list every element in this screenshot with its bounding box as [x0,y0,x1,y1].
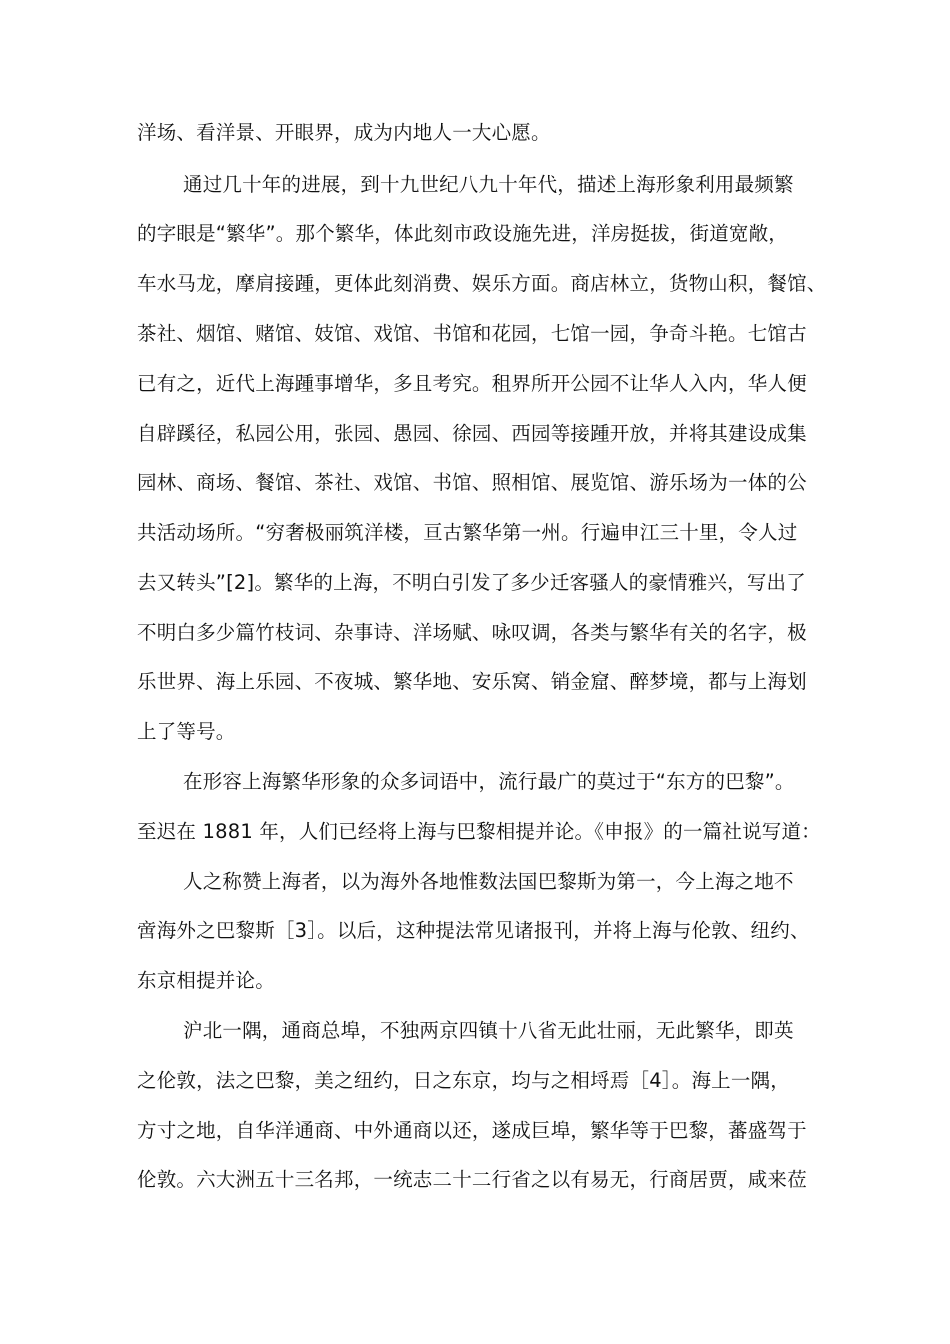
text-line: 去又转头”[2]。繁华的上海，不明白引发了多少迁客骚人的豪情雅兴，写出了 [137,571,806,594]
text-line: 茶社、烟馆、赌馆、妓馆、戏馆、书馆和花园，七馆一园，争奇斗艳。七馆古 [137,322,807,345]
text-line: 人之称赞上海者，以为海外各地惟数法国巴黎斯为第一，今上海之地不 [183,870,794,893]
text-line: 伦敦。六大洲五十三名邦，一统志二十二行省之以有易无，行商居贾，咸来莅 [137,1168,807,1191]
text-line: 的字眼是“繁华”。那个繁华，体此刻市政设施先进，洋房挺拔，街道宽敞， [137,222,789,245]
text-line: 已有之，近代上海踵事增华，多且考究。租界所开公园不让华人入内，华人便 [137,372,807,395]
text-line: 通过几十年的进展，到十九世纪八九十年代，描述上海形象利用最频繁 [183,173,794,196]
text-line: 啻海外之巴黎斯［3］。以后，这种提法常见诸报刊，并将上海与伦敦、纽约、 [137,919,810,942]
text-line: 洋场、看洋景、开眼界，成为内地人一大心愿。 [137,121,551,144]
text-line: 沪北一隅，通商总埠，不独两京四镇十八省无此壮丽，无此繁华，即英 [183,1019,794,1042]
text-line: 不明白多少篇竹枝词、杂事诗、洋场赋、咏叹调，各类与繁华有关的名字，极 [137,621,807,644]
text-line: 东京相提并论。 [137,969,275,992]
text-line: 在形容上海繁华形象的众多词语中，流行最广的莫过于“东方的巴黎”。 [183,770,795,793]
text-line: 上了等号。 [137,720,236,743]
text-line: 至迟在 1881 年，人们已经将上海与巴黎相提并论。《申报》的一篇社说写道： [137,820,821,843]
text-line: 乐世界、海上乐园、不夜城、繁华地、安乐窝、销金窟、醉梦境，都与上海划 [137,670,807,693]
text-line: 自辟蹊径，私园公用，张园、愚园、徐园、西园等接踵开放，并将其建设成集 [137,422,807,445]
text-line: 车水马龙，摩肩接踵，更体此刻消费、娱乐方面。商店林立，货物山积，餐馆、 [137,272,827,295]
text-line: 园林、商场、餐馆、茶社、戏馆、书馆、照相馆、展览馆、游乐场为一体的公 [137,471,807,494]
text-line: 方寸之地，自华洋通商、中外通商以还，遂成巨埠，繁华等于巴黎，蕃盛驾于 [137,1119,807,1142]
text-line: 之伦敦，法之巴黎，美之纽约，日之东京，均与之相埒焉［4］。海上一隅， [137,1069,790,1092]
text-line: 共活动场所。“穷奢极丽筑洋楼，亘古繁华第一州。行遍申江三十里，令人过 [137,521,798,544]
